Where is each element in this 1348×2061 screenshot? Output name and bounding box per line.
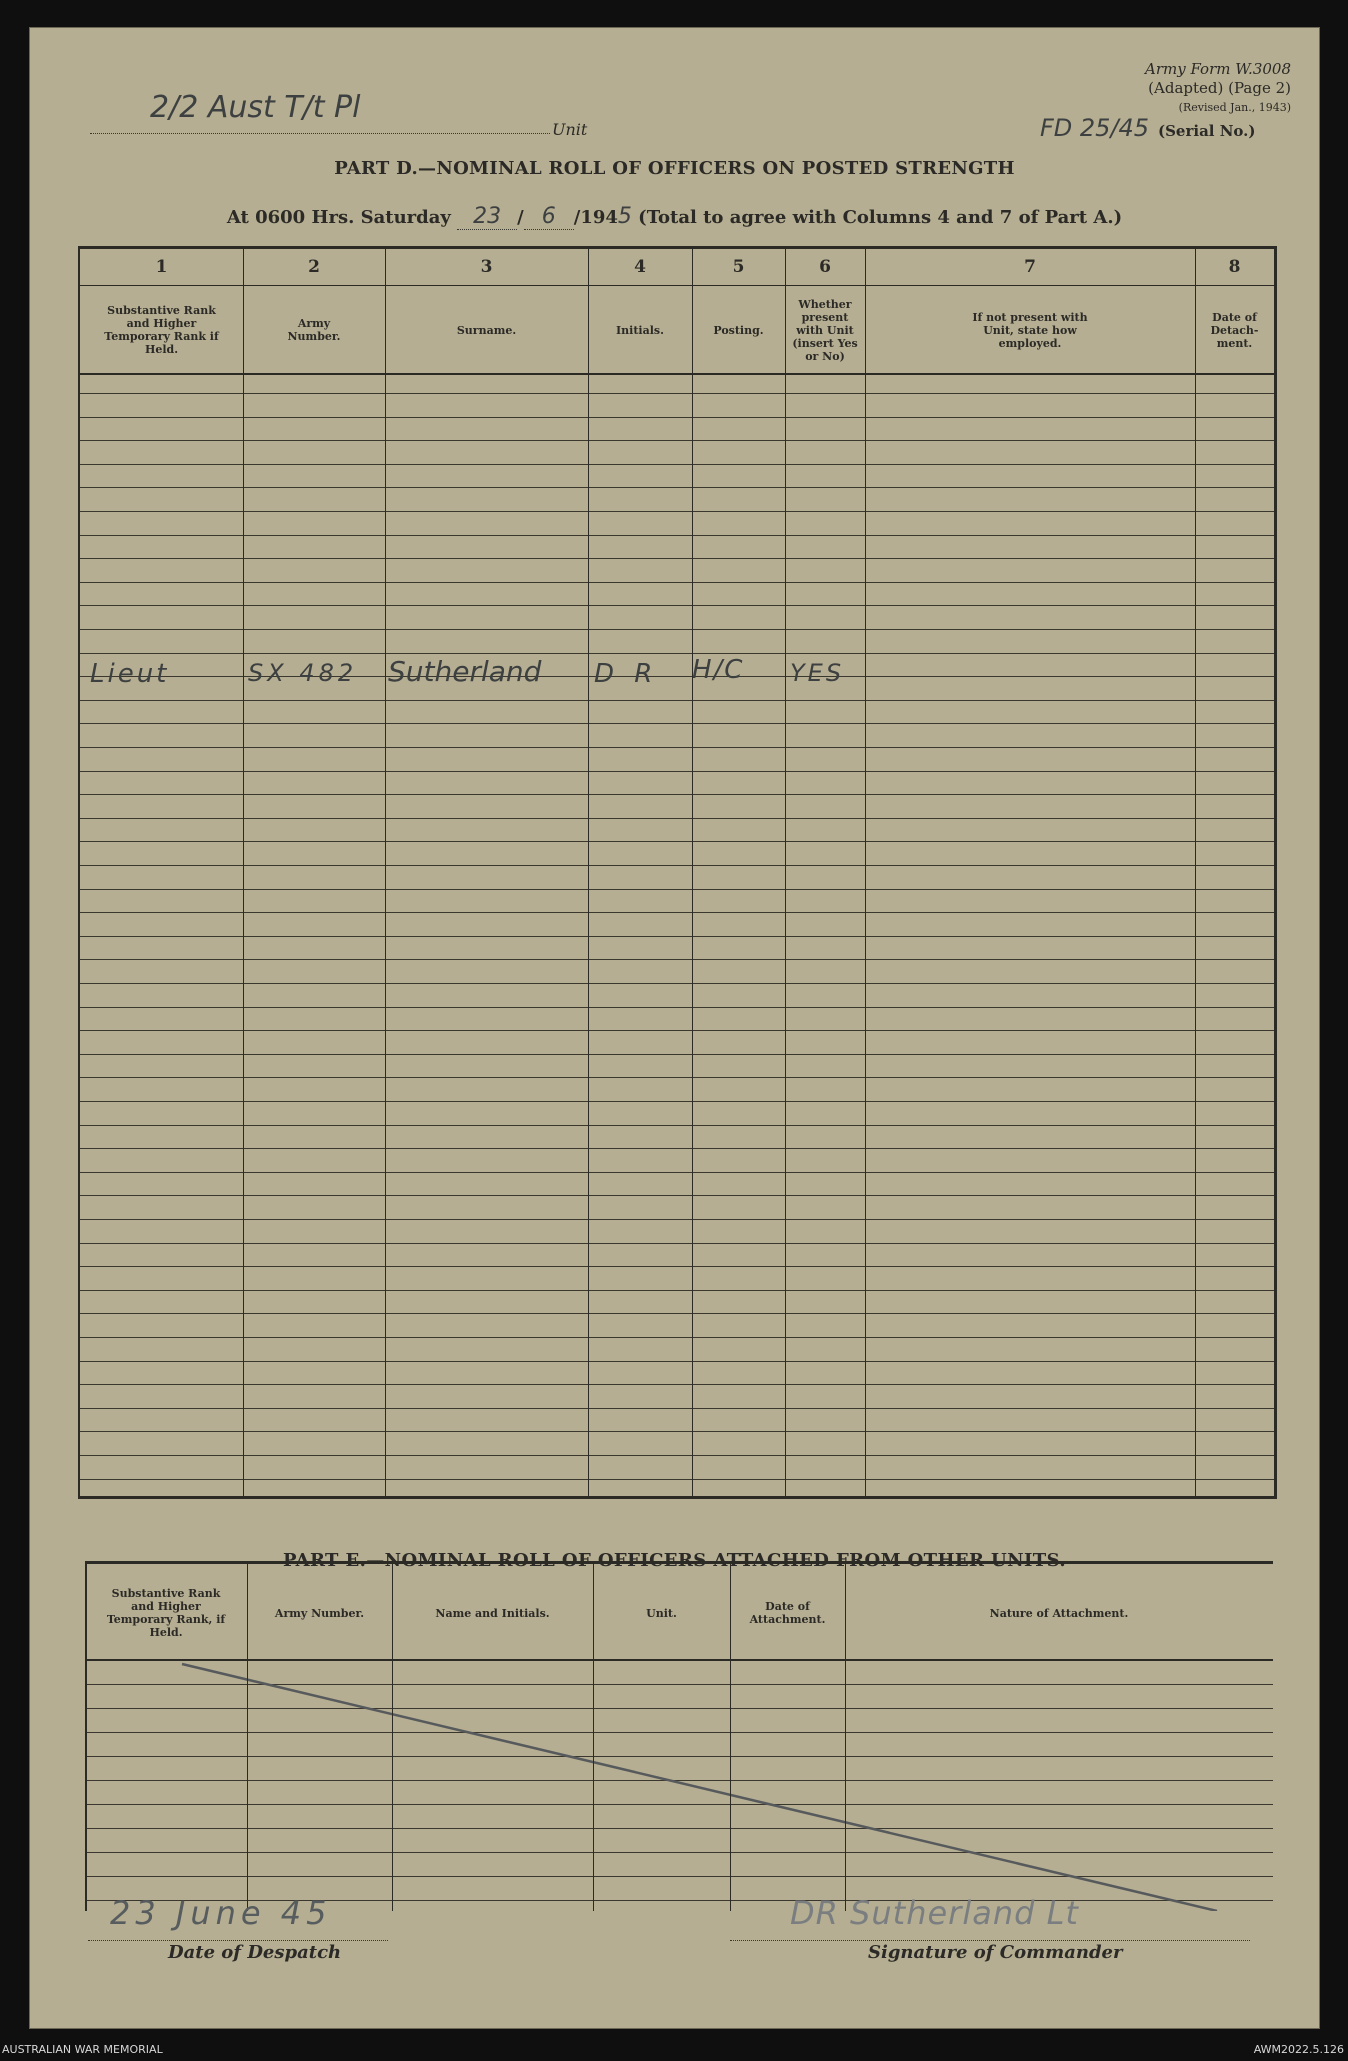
part-d-ruled-line: [80, 1219, 1274, 1220]
part-d-ruled-line: [80, 1125, 1274, 1126]
entry-surname: Sutherland: [388, 655, 542, 688]
despatch-date-value: 23 June 45: [110, 1894, 332, 1932]
part-d-ruled-line: [80, 959, 1274, 960]
unit-underline: [90, 133, 550, 134]
part-d-ruled-line: [80, 393, 1274, 394]
part-e-column-rule: [247, 1564, 248, 1911]
despatch-date-label: Date of Despatch: [168, 1942, 342, 1963]
part-e-table: [85, 1561, 1273, 1911]
at-suffix: (Total to agree with Columns 4 and 7 of Part A.): [638, 207, 1123, 228]
part-d-title: PART D.—NOMINAL ROLL OF OFFICERS ON POSTED STRENGTH: [334, 158, 1015, 179]
part-d-ruled-line: [80, 629, 1274, 630]
e-head-army-number: Army Number.: [274, 1606, 365, 1620]
entry-rank: Lieut: [90, 659, 170, 689]
part-d-column-rule: [865, 249, 866, 1496]
entry-initials: D R: [594, 659, 659, 689]
signature-label: Signature of Commander: [868, 1942, 1123, 1963]
date-sep-2: /: [573, 207, 581, 228]
part-e-title: PART E.—NOMINAL ROLL OF OFFICERS ATTACHED FROM OTHER UNITS.: [282, 1550, 1067, 1571]
at-prefix: At 0600 Hrs. Saturday: [226, 207, 451, 228]
part-d-ruled-line: [80, 1172, 1274, 1173]
entry-present: YES: [790, 659, 845, 687]
col-num-2: 2: [308, 257, 320, 277]
part-d-ruled-line: [80, 723, 1274, 724]
col-num-5: 5: [732, 257, 745, 277]
part-d-table: [78, 246, 1277, 1499]
form-revised: (Revised Jan., 1943): [1178, 101, 1291, 114]
serial-label: (Serial No.): [1158, 122, 1256, 140]
part-d-ruled-line: [80, 1101, 1274, 1102]
e-head-name-initials: Name and Initials.: [435, 1606, 550, 1620]
part-d-ruled-line: [80, 912, 1274, 913]
part-d-column-rule: [1195, 249, 1196, 1496]
part-d-ruled-line: [80, 1313, 1274, 1314]
form-sheet: [30, 28, 1319, 2028]
year-written: 5: [617, 204, 632, 229]
col-head-surname: Surname.: [456, 323, 517, 337]
form-adapted: (Adapted) (Page 2): [1148, 79, 1291, 97]
unit-label: Unit: [552, 120, 588, 139]
part-e-column-rule: [845, 1564, 846, 1911]
serial-value: FD 25/45: [1040, 114, 1150, 142]
col-num-3: 3: [480, 257, 493, 277]
e-head-unit: Unit.: [646, 1606, 677, 1620]
part-d-ruled-line: [80, 1148, 1274, 1149]
part-d-ruled-line: [80, 865, 1274, 866]
part-d-ruled-line: [80, 1054, 1274, 1055]
col-num-8: 8: [1228, 257, 1241, 277]
date-sep-1: /: [517, 207, 524, 228]
part-d-date-line: [30, 204, 1319, 230]
part-d-ruled-line: [80, 1361, 1274, 1362]
col-head-rank: Substantive Rank and Higher Temporary Rank if Held.: [104, 304, 219, 356]
part-d-ruled-line: [80, 700, 1274, 701]
col-head-detachment: Date of Detach-ment.: [1210, 310, 1259, 350]
despatch-date-line: [88, 1940, 388, 1941]
part-d-ruled-line: [80, 582, 1274, 583]
part-d-ruled-line: [80, 417, 1274, 418]
part-d-ruled-line: [80, 1243, 1274, 1244]
col-num-7: 7: [1024, 257, 1036, 277]
part-d-ruled-line: [80, 1479, 1274, 1480]
part-d-ruled-line: [80, 1384, 1274, 1385]
col-num-1: 1: [155, 257, 168, 277]
col-head-present: Whether present with Unit (insert Yes or No): [792, 297, 858, 363]
part-d-ruled-line: [80, 1077, 1274, 1078]
part-d-ruled-line: [80, 605, 1274, 606]
form-number: Army Form W.3008: [1145, 60, 1291, 78]
part-d-column-rule: [385, 249, 386, 1496]
col-num-4: 4: [634, 257, 646, 277]
part-d-ruled-line: [80, 464, 1274, 465]
part-d-ruled-line: [80, 747, 1274, 748]
commander-signature: DR Sutherland Lt: [790, 1894, 1079, 1932]
col-head-how-employed: If not present with Unit, state how employed.: [972, 310, 1088, 350]
credit-right: AWM2022.5.126: [1253, 2043, 1344, 2056]
entry-army-number: SX 482: [248, 659, 358, 687]
part-d-ruled-line: [80, 1266, 1274, 1267]
part-d-ruled-line: [80, 535, 1274, 536]
part-d-ruled-line: [80, 841, 1274, 842]
part-d-ruled-line: [80, 558, 1274, 559]
part-d-ruled-line: [80, 440, 1274, 441]
col-head-posting: Posting.: [713, 323, 764, 337]
col-head-initials: Initials.: [616, 323, 664, 337]
part-d-column-rule: [243, 249, 244, 1496]
day-value: 23: [457, 204, 517, 230]
year-printed: 194: [580, 207, 618, 228]
e-head-rank: Substantive Rank and Higher Temporary Rank, if Held.: [106, 1587, 226, 1639]
part-d-ruled-line: [80, 487, 1274, 488]
part-d-ruled-line: [80, 1337, 1274, 1338]
part-d-ruled-line: [80, 771, 1274, 772]
part-e-column-rule: [392, 1564, 393, 1911]
col-head-army-number: Army Number.: [287, 317, 341, 343]
signature-line: [730, 1940, 1250, 1941]
part-d-ruled-line: [80, 1007, 1274, 1008]
part-d-ruled-line: [80, 794, 1274, 795]
part-d-column-rule: [588, 249, 589, 1496]
part-d-ruled-line: [80, 1030, 1274, 1031]
part-d-ruled-line: [80, 936, 1274, 937]
strike-through-line: [87, 1564, 1273, 1911]
col-num-6: 6: [819, 257, 831, 277]
part-d-ruled-line: [80, 1195, 1274, 1196]
part-d-ruled-line: [80, 1408, 1274, 1409]
part-d-ruled-line: [80, 1455, 1274, 1456]
part-d-ruled-line: [80, 1290, 1274, 1291]
unit-value: 2/2 Aust T/t Pl: [150, 90, 361, 125]
credit-left: AUSTRALIAN WAR MEMORIAL: [2, 2043, 163, 2056]
entry-posting: H/C: [692, 655, 745, 685]
part-e-column-rule: [730, 1564, 731, 1911]
month-value: 6: [524, 204, 574, 230]
part-d-ruled-line: [80, 818, 1274, 819]
header-divider: [80, 373, 1274, 375]
part-e-column-rule: [593, 1564, 594, 1911]
form-identifier: [1145, 60, 1291, 117]
part-d-ruled-line: [80, 653, 1274, 654]
e-head-nature: Nature of Attachment.: [989, 1606, 1129, 1620]
e-head-date-attachment: Date of Attachment.: [749, 1600, 826, 1626]
part-d-ruled-line: [80, 511, 1274, 512]
part-d-column-rule: [692, 249, 693, 1496]
part-d-column-rule: [785, 249, 786, 1496]
column-number-divider: [80, 285, 1274, 286]
part-d-ruled-line: [80, 1431, 1274, 1432]
part-d-ruled-line: [80, 983, 1274, 984]
part-d-ruled-line: [80, 889, 1274, 890]
